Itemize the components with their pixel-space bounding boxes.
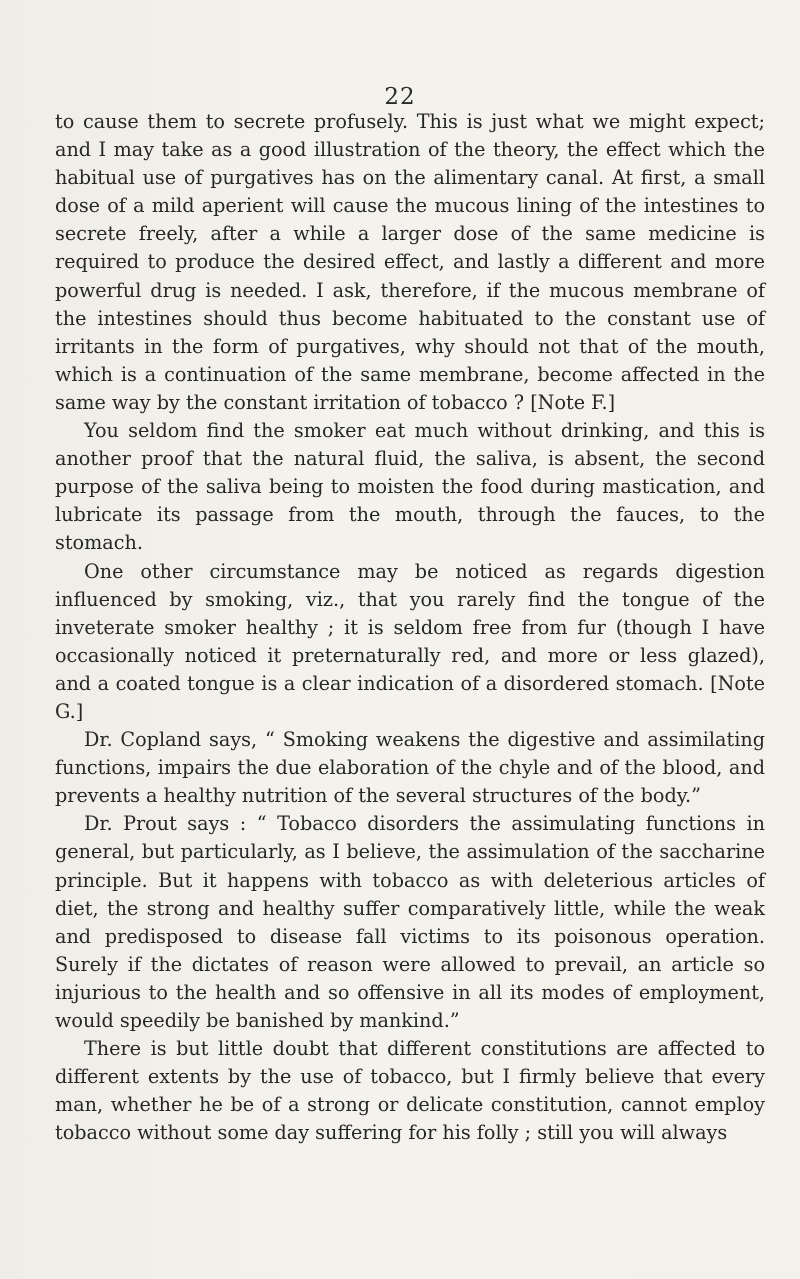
- paragraph-6: There is but little doubt that different constitutions are affected to different extents by the use of tobacco, but I firmly believe that every man, whether he be of a strong or delicate constitution, cannot employ tobacco without some day suffering for his folly ; still you will always: [55, 1037, 765, 1145]
- paragraph-1: to cause them to secrete profusely. This is just what we might expect; and I may take as a good illustration of the theory, the effect which the habitual use of purgatives has on the alimentary canal. At first, a small dose of a mild aperient will cause the mucous lining of the intestines to secrete freely, after a while a larger dose of the same medicine is required to produce the desired effect, and lastly a different and more powerful drug is needed. I ask, therefore, if the mucous membrane of the intestines should thus become habituated to the constant use of irritants in the form of purgatives, why should not that of the mouth, which is a continuation of the same membrane, become affected in the same way by the constant irritation of tobacco ? [Note F.]: [55, 110, 765, 414]
- paragraph-3: One other circumstance may be noticed as regards digestion influenced by smoking, viz., that you rarely find the tongue of the inveterate smoker healthy ; it is seldom free from fur (though I have occasionally noticed it preternaturally red, and more or less glazed), and a coated tongue is a clear indication of a disordered stomach. [Note G.]: [55, 559, 765, 723]
- paragraph-5: Dr. Prout says : “ Tobacco disorders the assimulating functions in general, but particularly, as I believe, the assimulation of the saccharine principle. But it happens with tobacco as with deleterious articles of diet, the strong and healthy suffer comparatively little, while the weak and predisposed to disease fall victims to its poisonous operation. Surely if the dictates of reason were allowed to prevail, an article so injurious to the health and so offensive in all its modes of employment, would speedily be banished by mankind.”: [55, 812, 765, 1032]
- body-text: [55, 108, 765, 1147]
- paragraph-4: Dr. Copland says, “ Smoking weakens the digestive and assimilating functions, impairs the due elaboration of the chyle and of the blood, and prevents a healthy nutrition of the several structures of the body.”: [55, 728, 765, 808]
- page-number: 22: [384, 84, 416, 110]
- paragraph-2: You seldom find the smoker eat much without drinking, and this is another proof that the natural fluid, the saliva, is absent, the second purpose of the saliva being to moisten the food during mastication, and lubricate its passage from the mouth, through the fauces, to the stomach.: [55, 419, 765, 555]
